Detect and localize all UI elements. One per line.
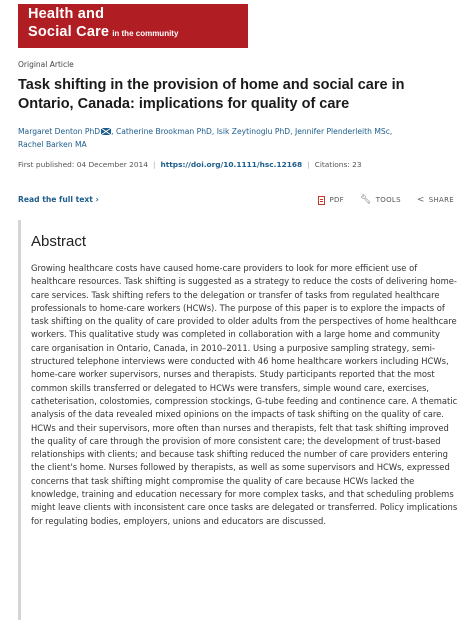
journal-title-line1: Health and xyxy=(28,6,105,22)
journal-subtitle: in the community xyxy=(112,29,179,38)
journal-title-line2: Social Care xyxy=(28,24,110,40)
author-link[interactable]: Isik Zeytinoglu PhD xyxy=(216,127,291,136)
share-button[interactable] xyxy=(417,195,454,205)
read-full-text-link[interactable]: Read the full text › xyxy=(18,195,99,204)
publication-meta: First published: 04 December 2014 | https://doi.org/10.1111/hsc.12168 | Citations: 23 xyxy=(18,160,362,169)
pdf-label: PDF xyxy=(329,196,344,204)
author-link[interactable]: Rachel Barken MA xyxy=(18,140,87,149)
citations-count[interactable]: Citations: 23 xyxy=(314,160,362,169)
first-published-label: First published: xyxy=(18,160,75,169)
abstract-section xyxy=(18,220,460,620)
abstract-heading: Abstract xyxy=(31,233,87,250)
pdf-button[interactable] xyxy=(318,196,344,205)
abstract-text: Growing healthcare costs have caused home-care providers to look for more efficient use of healthcare resources. Task shifting is suggested as a strategy to reduce the costs of delivering home-care services. Task shifting refers to the delegation or transfer of tasks from regulated healthcare professionals to home-care workers (HCWs). The purpose of this paper is to explore the impacts of task shifting on the quality of care provided to older adults from the perspectives of home healthcare workers. This qualitative study was completed in collaboration with a large home and community care organisation in Ontario, Canada, in 2010–2011. Using a purposive sampling strategy, semi-structured telephone interviews were conducted with 46 home healthcare workers including HCWs, home-care worker supervisors, nurses and therapists. Study participants reported that the most common skills transferred or delegated to HCWs were transfers, simple wound care, exercises, catheterisation, colostomies, compression stockings, G-tube feeding and continence care. A thematic analysis of the data revealed mixed opinions on the impacts of task shifting on the quality of care. HCWs and their supervisors, more often than nurses and therapists, felt that task shifting improved the quality of care through the provision of more consistent care; the development of trust-based relationships with clients; and because task shifting reduced the number of care providers entering the client's home. Nurses followed by therapists, as well as some supervisors and HCWs, expressed concerns that task shifting might compromise the quality of care because HCWs lacked the knowledge, training and education necessary for more complex tasks, and that scheduling problems might leave clients with inconsistent care once tasks are delegated or transferred. Policy implications for regulating bodies, employers, unions and educators are discussed. xyxy=(31,263,458,526)
article-title: Task shifting in the provision of home and social care in Ontario, Canada: implications for quality of care xyxy=(18,77,405,112)
wrench-icon: 🔧︎ xyxy=(359,195,372,205)
email-icon[interactable] xyxy=(101,128,111,135)
article-toolbar xyxy=(18,195,458,209)
pdf-icon xyxy=(318,196,325,205)
tools-button[interactable] xyxy=(360,195,401,205)
author-link[interactable]: Jennifer Plenderleith MSc xyxy=(294,127,390,136)
doi-link[interactable]: https://doi.org/10.1111/hsc.12168 xyxy=(160,160,303,169)
author-link[interactable]: Margaret Denton PhD xyxy=(18,127,101,136)
author-list: Margaret Denton PhD , Catherine Brookman PhD, Isik Zeytinoglu PhD, Jennifer Plenderleith MSc, Rachel Barken MA xyxy=(18,127,393,149)
journal-banner-logo[interactable] xyxy=(18,4,248,48)
share-label: SHARE xyxy=(428,196,454,204)
article-type: Original Article xyxy=(18,60,74,69)
tools-label: TOOLS xyxy=(375,196,401,204)
share-icon: < xyxy=(416,195,425,205)
chevron-right-icon: › xyxy=(95,195,99,204)
author-link[interactable]: Catherine Brookman PhD xyxy=(115,127,212,136)
first-published-date: 04 December 2014 xyxy=(76,160,148,169)
